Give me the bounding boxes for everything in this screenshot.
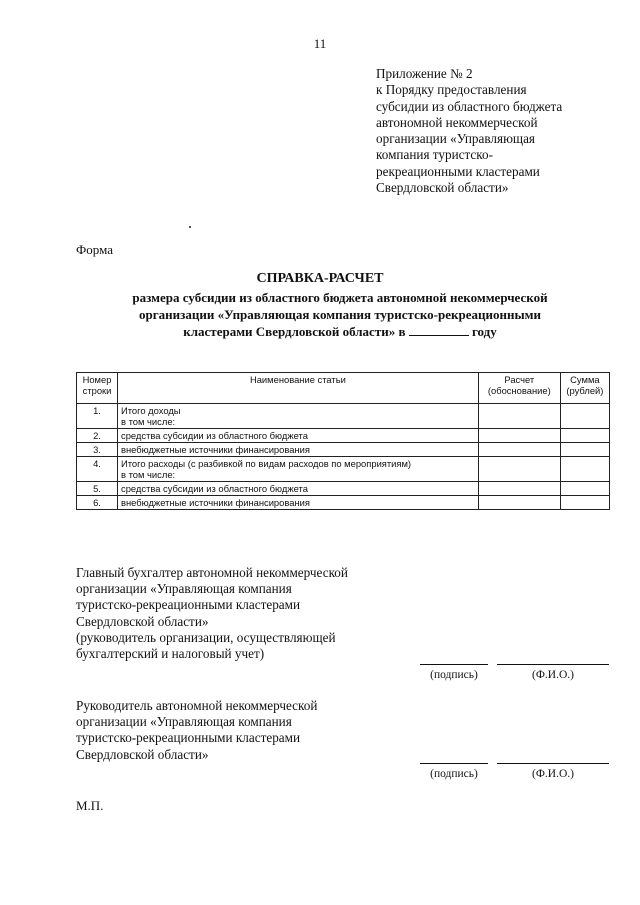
signatory-line: (руководитель организации, осуществляющей xyxy=(76,629,336,645)
row-item-name: средства субсидии из областного бюджета xyxy=(118,482,479,496)
row-sum xyxy=(560,404,609,429)
table-row xyxy=(77,482,610,496)
director-signature-caption: (подпись) xyxy=(430,768,478,780)
calculation-table xyxy=(76,372,610,510)
appendix-line: Приложение № 2 xyxy=(376,66,473,81)
appendix-line: к Порядку предоставления xyxy=(376,82,527,98)
director-name-caption: (Ф.И.О.) xyxy=(532,768,574,780)
header-text: (рублей) xyxy=(566,385,604,396)
page-number: 11 xyxy=(313,36,327,51)
row-item-text: Итого расходы (с разбивкой по видам расходов по мероприятиям) xyxy=(121,458,412,469)
director-name-line xyxy=(497,763,609,764)
table-row xyxy=(77,404,610,429)
header-text: Номер xyxy=(82,374,112,385)
signatory-line: туристско-рекреационными кластерами xyxy=(76,597,301,613)
row-calculation xyxy=(478,404,560,429)
document-title: СПРАВКА-РАСЧЕТ xyxy=(256,271,384,286)
row-item-subtext: в том числе: xyxy=(121,469,176,480)
table-row xyxy=(77,429,610,443)
row-number: 4. xyxy=(77,457,118,482)
row-item-name: средства субсидии из областного бюджета xyxy=(118,429,479,443)
row-sum xyxy=(560,443,609,457)
year-blank xyxy=(409,324,469,336)
header-sum xyxy=(560,373,609,404)
row-item-name: внебюджетные источники финансирования xyxy=(118,496,479,510)
row-number: 5. xyxy=(77,482,118,496)
row-calculation xyxy=(478,429,560,443)
header-item-name xyxy=(118,373,479,404)
row-item-name: внебюджетные источники финансирования xyxy=(118,443,479,457)
row-number: 1. xyxy=(77,404,118,429)
subtitle-line-end: году xyxy=(471,324,497,339)
row-calculation xyxy=(478,496,560,510)
signatory-line: бухгалтерский и налоговый учет) xyxy=(76,646,265,662)
header-text: Наименование статьи xyxy=(249,374,346,385)
signatory-line: Главный бухгалтер автономной некоммерческой xyxy=(76,565,348,580)
row-number: 3. xyxy=(77,443,118,457)
subtitle-line-start: кластерами Свердловской области» в xyxy=(183,324,406,339)
subtitle-line: организации «Управляющая компания туристско-рекреационными xyxy=(139,307,541,322)
appendix-line: компания туристско- xyxy=(376,147,493,163)
scan-dot xyxy=(189,226,191,228)
row-sum xyxy=(560,457,609,482)
header-text: (обоснование) xyxy=(487,385,551,396)
signatory-line: Руководитель автономной некоммерческой xyxy=(76,698,318,713)
row-item-text: Итого доходы xyxy=(121,405,181,416)
chief-accountant-name-line xyxy=(497,664,609,665)
table-row xyxy=(77,443,610,457)
row-calculation xyxy=(478,482,560,496)
row-number: 6. xyxy=(77,496,118,510)
header-calculation xyxy=(478,373,560,404)
appendix-line: организации «Управляющая xyxy=(376,131,535,147)
table-row xyxy=(77,457,610,482)
document-subtitle xyxy=(70,289,610,340)
appendix-line: рекреационными кластерами xyxy=(376,163,540,179)
header-line-number xyxy=(77,373,118,404)
director-signature-line xyxy=(420,763,488,764)
chief-accountant-signature-line xyxy=(420,664,488,665)
signatory-line: организации «Управляющая компания xyxy=(76,581,292,597)
signatory-line: Свердловской области» xyxy=(76,613,209,629)
signatory-line: туристско-рекреационными кластерами xyxy=(76,730,301,746)
header-text: Расчет xyxy=(504,374,535,385)
appendix-line: субсидии из областного бюджета xyxy=(376,98,563,114)
director-block xyxy=(76,698,317,763)
subtitle-line xyxy=(70,323,610,340)
header-text: Сумма xyxy=(570,374,600,385)
row-sum xyxy=(560,429,609,443)
row-item-name xyxy=(118,457,479,482)
table-header-row xyxy=(77,373,610,404)
signatory-line: организации «Управляющая компания xyxy=(76,714,292,730)
row-item-subtext: в том числе: xyxy=(121,416,176,427)
chief-accountant-name-caption: (Ф.И.О.) xyxy=(532,669,574,681)
appendix-note xyxy=(376,66,616,196)
signatory-line: Свердловской области» xyxy=(76,746,209,762)
row-calculation xyxy=(478,443,560,457)
chief-accountant-signature-caption: (подпись) xyxy=(430,669,478,681)
chief-accountant-block xyxy=(76,565,348,662)
row-calculation xyxy=(478,457,560,482)
row-number: 2. xyxy=(77,429,118,443)
row-sum xyxy=(560,496,609,510)
subtitle-line: размера субсидии из областного бюджета автономной некоммерческой xyxy=(132,290,548,305)
form-label: Форма xyxy=(76,242,113,257)
appendix-line: Свердловской области» xyxy=(376,180,509,196)
table-row xyxy=(77,496,610,510)
header-text: строки xyxy=(82,385,112,396)
row-sum xyxy=(560,482,609,496)
stamp-place: М.П. xyxy=(76,798,104,813)
row-item-name xyxy=(118,404,479,429)
appendix-line: автономной некоммерческой xyxy=(376,114,538,130)
